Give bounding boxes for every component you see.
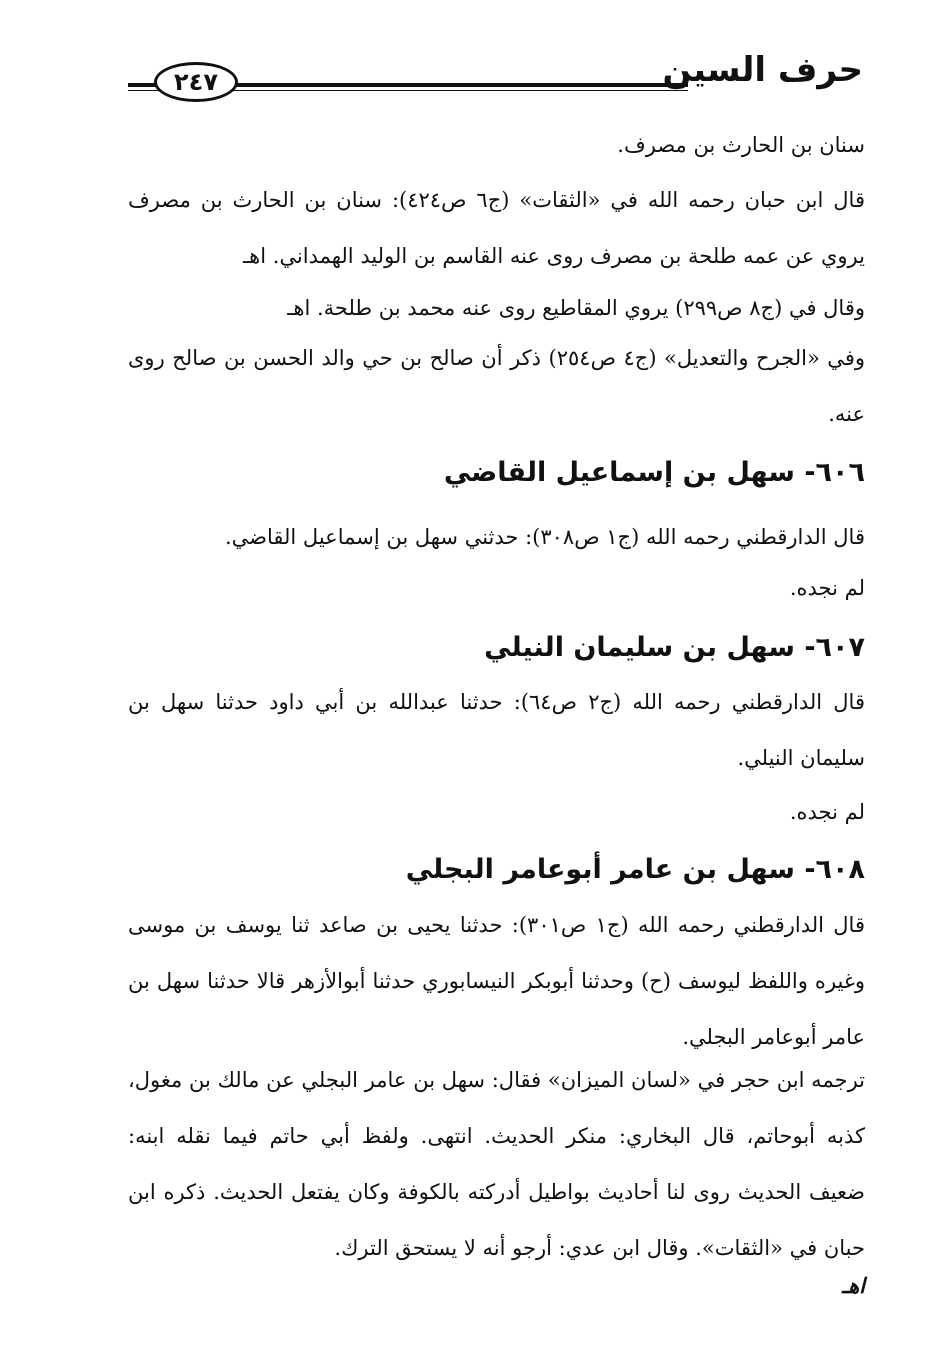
- entry-heading: ٦٠٦- سهل بن إسماعيل القاضي: [443, 457, 865, 488]
- entry-heading: ٦٠٨- سهل بن عامر أبوعامر البجلي: [405, 854, 865, 885]
- paragraph: وقال في (ج٨ ص٢٩٩) يروي المقاطيع روى عنه محمد بن طلحة. اهـ: [287, 296, 865, 320]
- chapter-title: حرف السين: [662, 50, 863, 90]
- paragraph: قال الدارقطني رحمه الله (ج١ ص٣٠٨): حدثني سهل بن إسماعيل القاضي.: [224, 525, 865, 549]
- paragraph: قال ابن حبان رحمه الله في «الثقات» (ج٦ ص٤٢٤): سنان بن الحارث بن مصرف يروي عن عمه طلحة بن مصرف روى عنه القاسم بن الوليد الهمداني. اهـ: [128, 188, 865, 268]
- page-header: [128, 50, 863, 102]
- paragraph: لم نجده.: [789, 576, 865, 600]
- paragraph: قال الدارقطني رحمه الله (ج٢ ص٦٤): حدثنا عبدالله بن أبي داود حدثنا سهل بن سليمان النيلي.: [128, 690, 865, 770]
- paragraph: اهـ: [841, 1273, 865, 1298]
- page-number: ٢٤٧: [154, 62, 238, 102]
- paragraph: لم نجده.: [789, 800, 865, 824]
- entry-heading: ٦٠٧- سهل بن سليمان النيلي: [484, 632, 865, 663]
- paragraph: قال الدارقطني رحمه الله (ج١ ص٣٠١): حدثنا يحيى بن صاعد ثنا يوسف بن موسى وغيره واللفظ ليوسف (ح) وحدثنا أبوبكر النيسابوري حدثنا أبوالأزهر قالا حدثنا سهل بن عامر أبوعامر البجلي.: [128, 913, 865, 1049]
- paragraph: وفي «الجرح والتعديل» (ج٤ ص٢٥٤) ذكر أن صالح بن حي والد الحسن بن صالح روى عنه.: [128, 346, 865, 426]
- paragraph: سنان بن الحارث بن مصرف.: [617, 133, 865, 157]
- paragraph: ترجمه ابن حجر في «لسان الميزان» فقال: سهل بن عامر البجلي عن مالك بن مغول، كذبه أبوحاتم، قال البخاري: منكر الحديث. انتهى. ولفظ أبي حاتم فيما نقله ابنه: ضعيف الحديث روى لنا أحاديث بواطيل أدركته بالكوفة وكان يفتعل الحديث. ذكره ابن حبان في «الثقات». وقال ابن عدي: أرجو أنه لا يستحق الترك.: [128, 1068, 865, 1260]
